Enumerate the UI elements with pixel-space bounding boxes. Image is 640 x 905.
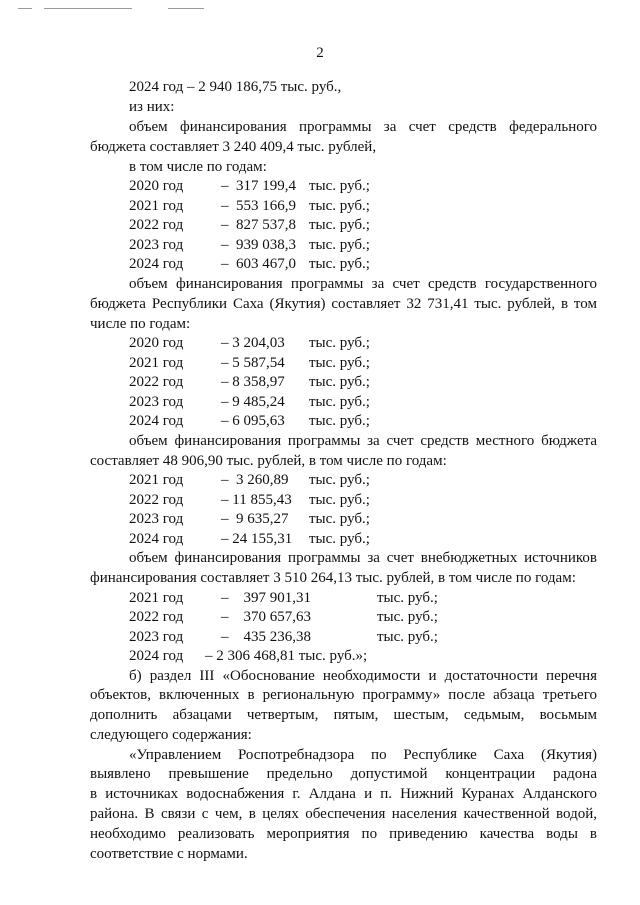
text-line: выявлено превышение предельно допустимой концентрации радона — [90, 766, 597, 782]
year-unit: тыс. руб.; — [309, 531, 370, 547]
year-row — [129, 412, 370, 430]
year-label: 2022 год — [129, 217, 184, 233]
text-line: необходимо реализовать мероприятия по приведению качества воды в — [90, 826, 597, 842]
year-amount: – 370 657,63 — [221, 609, 311, 625]
year-unit: тыс. руб.; — [309, 335, 370, 351]
year-unit: тыс. руб.; — [309, 413, 370, 429]
year-row — [129, 216, 370, 234]
text-line: объем финансирования программы за счет средств местного бюджета — [129, 433, 597, 449]
scan-artifact-line — [18, 8, 32, 9]
text-line: финансирования составляет 3 510 264,13 тыс. рублей, в том числе по годам: — [90, 570, 576, 586]
year-label: 2023 год — [129, 394, 184, 410]
year-unit: тыс. руб.; — [377, 609, 438, 625]
year-row — [129, 530, 370, 548]
scan-artifact-line — [44, 8, 132, 9]
text-line: дополнить абзацами четвертым, пятым, шестым, седьмым, восьмым — [90, 707, 597, 723]
year-amount: – 3 260,89 — [221, 472, 289, 488]
year-label: 2023 год — [129, 511, 184, 527]
text-line: числе по годам: — [90, 316, 191, 332]
year-row — [129, 177, 370, 195]
year-label: 2023 год — [129, 237, 184, 253]
year-unit: тыс. руб.; — [309, 511, 370, 527]
year-row — [129, 647, 367, 665]
text-line: бюджета Республики Саха (Якутия) составляет 32 731,41 тыс. рублей, в том — [90, 296, 597, 312]
year-row — [129, 354, 370, 372]
text-line: бюджета составляет 3 240 409,4 тыс. рублей, — [90, 139, 377, 155]
year-label: 2024 год — [129, 531, 184, 547]
year-row — [129, 393, 370, 411]
year-label: 2022 год — [129, 609, 184, 625]
year-row — [129, 628, 438, 646]
year-label: 2024 год — [129, 648, 184, 664]
year-unit: тыс. руб.; — [377, 590, 438, 606]
year-amount: – 603 467,0 — [221, 256, 296, 272]
year-row — [129, 491, 370, 509]
text-line: «Управлением Роспотребнадзора по Республике Саха (Якутия) — [129, 747, 597, 763]
year-row — [129, 334, 370, 352]
year-amount: – 553 166,9 — [221, 198, 296, 214]
year-row — [129, 373, 370, 391]
year-amount: – 317 199,4 — [221, 178, 296, 194]
year-row — [129, 255, 370, 273]
year-unit: тыс. руб.; — [309, 237, 370, 253]
year-unit: тыс. руб.»; — [298, 648, 368, 664]
year-row — [129, 197, 370, 215]
year-unit: тыс. руб.; — [309, 394, 370, 410]
year-amount: – 827 537,8 — [221, 217, 296, 233]
year-row — [129, 236, 370, 254]
year-amount: – 435 236,38 — [221, 629, 311, 645]
year-amount: – 3 204,03 — [221, 335, 285, 351]
year-amount: – 397 901,31 — [221, 590, 311, 606]
page-number: 2 — [316, 45, 324, 61]
year-row — [129, 471, 370, 489]
text-line: объем финансирования программы за счет внебюджетных источников — [129, 550, 597, 566]
text-line: объем финансирования программы за счет средств государственного — [129, 276, 597, 292]
year-amount: – 24 155,31 — [221, 531, 293, 547]
year-label: 2021 год — [129, 472, 184, 488]
scan-artifact-line — [168, 8, 204, 9]
year-label: 2021 год — [129, 198, 184, 214]
year-unit: тыс. руб.; — [309, 178, 370, 194]
year-label: 2020 год — [129, 178, 184, 194]
year-amount: – 6 095,63 — [221, 413, 285, 429]
year-row — [129, 510, 370, 528]
year-label: 2022 год — [129, 492, 184, 508]
year-unit: тыс. руб.; — [309, 472, 370, 488]
year-row — [129, 589, 438, 607]
year-unit: тыс. руб.; — [309, 256, 370, 272]
year-row — [129, 608, 438, 626]
year-amount: – 5 587,54 — [221, 355, 285, 371]
year-amount: – 2 306 468,81 — [205, 648, 295, 664]
text-line: района. В связи с чем, в целях обеспечения населения качественной водой, — [90, 806, 597, 822]
text-line: в том числе по годам: — [129, 159, 267, 175]
year-label: 2024 год — [129, 256, 184, 272]
year-unit: тыс. руб.; — [309, 217, 370, 233]
year-label: 2023 год — [129, 629, 184, 645]
text-line: объектов, включенных в региональную программу» после абзаца третьего — [90, 687, 597, 703]
year-unit: тыс. руб.; — [309, 374, 370, 390]
year-amount: – 8 358,97 — [221, 374, 285, 390]
year-amount: – 9 485,24 — [221, 394, 285, 410]
year-label: 2024 год — [129, 413, 184, 429]
text-line: соответствие с нормами. — [90, 846, 248, 862]
text-line: в источниках водоснабжения г. Алдана и п. Нижний Куранах Алданского — [90, 786, 597, 802]
text-line: составляет 48 906,90 тыс. рублей, в том числе по годам: — [90, 453, 447, 469]
text-line: объем финансирования программы за счет средств федерального — [129, 119, 597, 135]
year-amount: – 11 855,43 — [221, 492, 292, 508]
text-line: 2024 год – 2 940 186,75 тыс. руб., — [129, 79, 342, 95]
year-unit: тыс. руб.; — [309, 198, 370, 214]
year-label: 2020 год — [129, 335, 184, 351]
year-amount: – 939 038,3 — [221, 237, 296, 253]
text-line: б) раздел III «Обоснование необходимости и достаточности перечня — [129, 668, 597, 684]
text-line: из них: — [129, 99, 175, 115]
year-label: 2021 год — [129, 355, 184, 371]
year-amount: – 9 635,27 — [221, 511, 289, 527]
year-unit: тыс. руб.; — [309, 492, 370, 508]
text-line: следующего содержания: — [90, 727, 252, 743]
year-unit: тыс. руб.; — [309, 355, 370, 371]
year-label: 2021 год — [129, 590, 184, 606]
year-unit: тыс. руб.; — [377, 629, 438, 645]
year-label: 2022 год — [129, 374, 184, 390]
